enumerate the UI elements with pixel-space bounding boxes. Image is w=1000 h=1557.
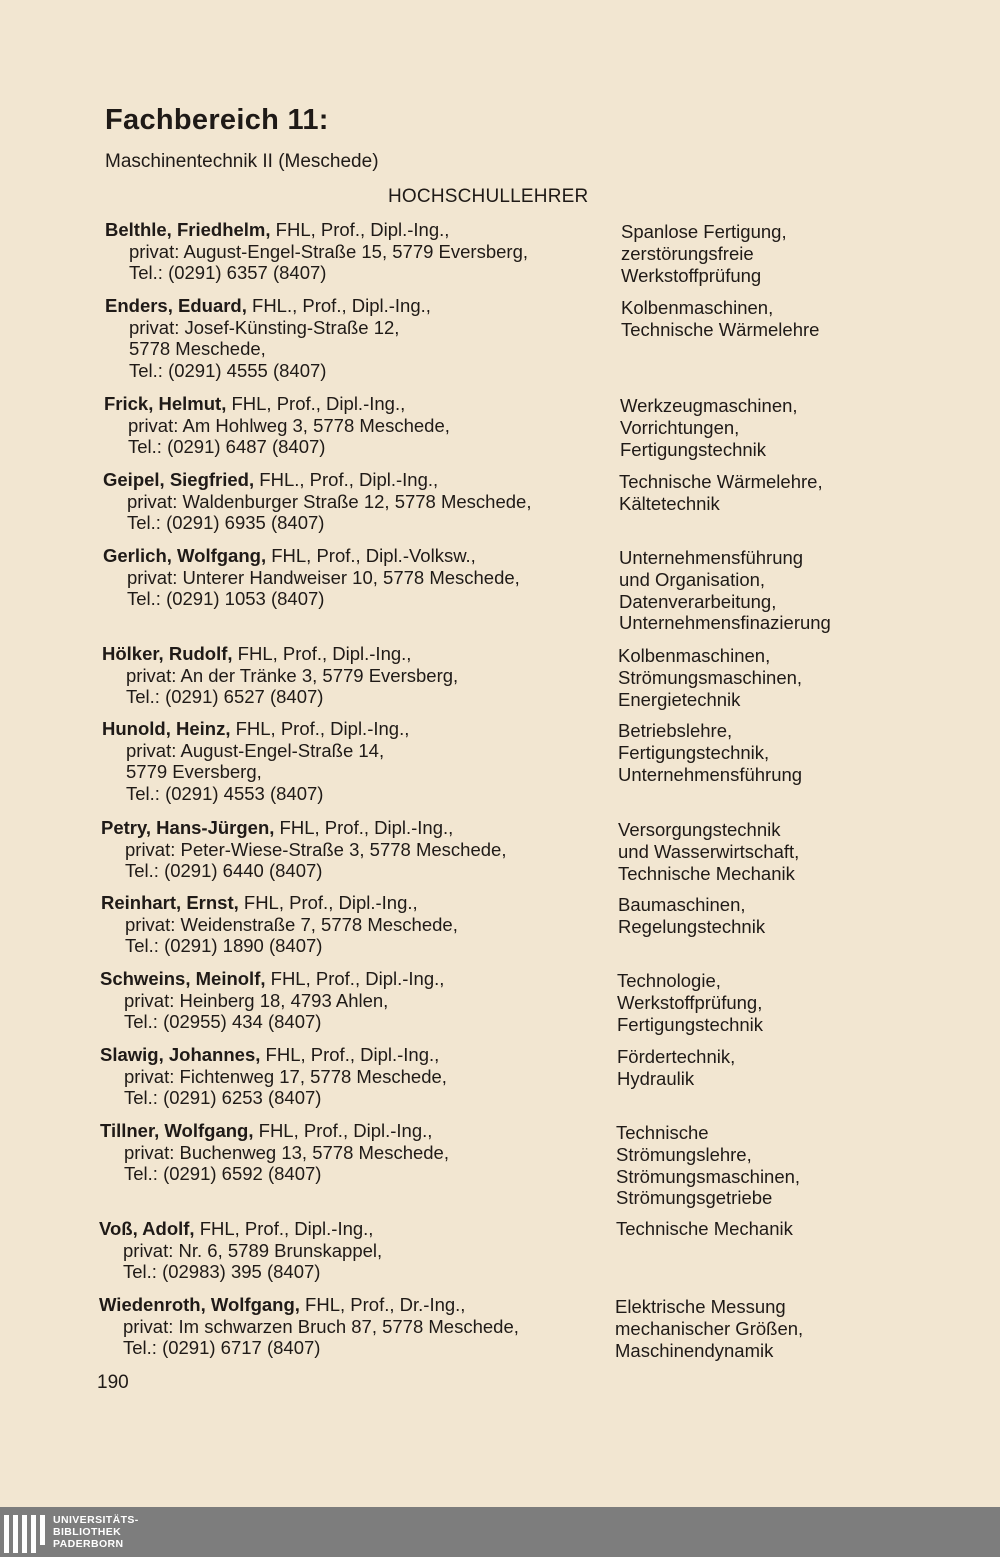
faculty-address-line: privat: Fichtenweg 17, 5778 Meschede, (124, 1065, 447, 1087)
faculty-name: Gerlich, Wolfgang, (103, 545, 267, 566)
subject-line: Betriebslehre, (618, 720, 733, 741)
faculty-address-line: privat: Im schwarzen Bruch 87, 5778 Meschede, (123, 1315, 519, 1337)
subject-line: Spanlose Fertigung, (621, 221, 787, 242)
page-heading: Fachbereich 11: (105, 104, 329, 136)
faculty-title: FHL, Prof., Dipl.-Ing., (260, 1044, 440, 1065)
faculty-address-line: privat: Weidenstraße 7, 5778 Meschede, (125, 913, 458, 935)
faculty-subjects (619, 471, 823, 515)
subject-line: Energietechnik (618, 688, 741, 710)
subject-line: Technische Wärmelehre (621, 318, 820, 340)
faculty-subjects (618, 645, 802, 710)
faculty-subjects (616, 1122, 800, 1209)
subject-line: Werkstoffprüfung (621, 264, 762, 286)
subject-line: Strömungsmaschinen, (616, 1165, 801, 1187)
faculty-subjects (621, 221, 787, 286)
subject-line: Datenverarbeitung, (619, 590, 777, 612)
faculty-name: Reinhart, Ernst, (101, 892, 239, 913)
faculty-title: FHL, Prof., Dipl.-Ing., (226, 393, 406, 414)
faculty-name-line (105, 295, 431, 317)
section-label: HOCHSCHULLEHRER (388, 186, 589, 207)
faculty-address-line: privat: August-Engel-Straße 15, 5779 Eversberg, (129, 240, 528, 262)
faculty-title: FHL, Prof., Dipl.-Ing., (194, 1218, 374, 1239)
faculty-title: FHL, Prof., Dipl.-Ing., (230, 718, 410, 739)
faculty-phone: Tel.: (0291) 6717 (8407) (123, 1337, 321, 1358)
faculty-phone: Tel.: (0291) 4553 (8407) (126, 782, 324, 804)
faculty-address-line: privat: Am Hohlweg 3, 5778 Meschede, (128, 414, 450, 436)
faculty-address-line: privat: Josef-Künsting-Straße 12, (129, 316, 400, 338)
faculty-contact (102, 718, 409, 804)
faculty-name-line (100, 1120, 449, 1142)
faculty-title: FHL., Prof., Dipl.-Ing., (246, 295, 431, 316)
faculty-address-line: privat: Buchenweg 13, 5778 Meschede, (124, 1141, 449, 1163)
faculty-phone: Tel.: (0291) 1890 (8407) (125, 935, 323, 956)
faculty-contact (100, 1120, 449, 1185)
faculty-name: Schweins, Meinolf, (100, 968, 266, 989)
faculty-name: Tillner, Wolfgang, (100, 1120, 254, 1141)
subject-line: Technische Mechanik (618, 862, 795, 884)
faculty-phone: Tel.: (0291) 6440 (8407) (125, 860, 323, 881)
subject-line: Technische Wärmelehre, (619, 471, 823, 492)
faculty-contact (100, 1044, 447, 1109)
faculty-name: Hunold, Heinz, (102, 718, 231, 739)
faculty-address-line: 5778 Meschede, (129, 338, 266, 359)
faculty-name-line (100, 1044, 447, 1066)
library-footer-bar (0, 1507, 1000, 1557)
faculty-phone: Tel.: (0291) 6253 (8407) (124, 1087, 322, 1108)
faculty-name-line (103, 545, 520, 567)
faculty-title: FHL, Prof., Dr.-Ing., (299, 1294, 466, 1315)
subject-line: Unternehmensfinazierung (619, 612, 831, 634)
faculty-name-line (104, 393, 450, 415)
page-number: 190 (97, 1372, 129, 1393)
faculty-name: Hölker, Rudolf, (102, 643, 233, 664)
faculty-contact (99, 1294, 519, 1359)
subject-line: Kolbenmaschinen, (621, 297, 774, 318)
faculty-subjects (619, 547, 831, 634)
subject-line: Technische (616, 1122, 709, 1143)
faculty-title: FHL, Prof., Dipl.-Ing., (232, 643, 412, 664)
faculty-address-line: privat: Nr. 6, 5789 Brunskappel, (123, 1239, 383, 1261)
faculty-name-line (102, 643, 458, 665)
faculty-title: FHL, Prof., Dipl.-Ing., (274, 817, 454, 838)
faculty-contact (102, 643, 458, 708)
faculty-address-line: privat: Waldenburger Straße 12, 5778 Meschede, (127, 490, 532, 512)
subject-line: Hydraulik (617, 1067, 695, 1089)
faculty-name-line (102, 718, 409, 740)
faculty-subjects (618, 894, 765, 938)
faculty-address-line: privat: Heinberg 18, 4793 Ahlen, (124, 989, 389, 1011)
faculty-title: FHL, Prof., Dipl.-Ing., (270, 219, 450, 240)
faculty-name-line (101, 817, 506, 839)
subject-line: Unternehmensführung (619, 547, 804, 568)
library-name-line: UNIVERSITÄTS- (53, 1514, 139, 1526)
faculty-name: Enders, Eduard, (105, 295, 247, 316)
faculty-subjects (617, 970, 763, 1035)
subject-line: Baumaschinen, (618, 894, 746, 915)
faculty-subjects (617, 1046, 735, 1090)
faculty-contact (103, 545, 520, 610)
faculty-contact (104, 393, 450, 458)
library-name-line: PADERBORN (53, 1538, 124, 1550)
faculty-name: Wiedenroth, Wolfgang, (99, 1294, 300, 1315)
subject-line: mechanischer Größen, (615, 1317, 804, 1339)
faculty-address-line: privat: August-Engel-Straße 14, (126, 739, 385, 761)
faculty-phone: Tel.: (0291) 6487 (8407) (128, 436, 326, 457)
faculty-subjects (621, 297, 819, 341)
faculty-subjects (618, 819, 799, 884)
faculty-name-line (100, 968, 444, 990)
subject-line: Maschinendynamik (615, 1339, 774, 1361)
faculty-name: Frick, Helmut, (104, 393, 227, 414)
faculty-phone: Tel.: (02983) 395 (8407) (123, 1261, 321, 1282)
faculty-address-line: privat: An der Tränke 3, 5779 Eversberg, (126, 664, 459, 686)
faculty-phone: Tel.: (0291) 4555 (8407) (129, 359, 327, 381)
faculty-phone: Tel.: (0291) 6592 (8407) (124, 1163, 322, 1184)
faculty-contact (105, 295, 431, 381)
faculty-address-line: privat: Unterer Handweiser 10, 5778 Meschede, (127, 566, 520, 588)
faculty-subjects (616, 1218, 793, 1240)
faculty-phone: Tel.: (0291) 6357 (8407) (129, 262, 327, 283)
faculty-address-line: 5779 Eversberg, (126, 761, 262, 782)
faculty-name-line (103, 469, 531, 491)
subject-line: und Wasserwirtschaft, (618, 840, 800, 862)
subject-line: Technologie, (617, 970, 721, 991)
faculty-phone: Tel.: (0291) 1053 (8407) (127, 588, 325, 609)
faculty-name: Petry, Hans-Jürgen, (101, 817, 275, 838)
library-name-line: BIBLIOTHEK (53, 1526, 122, 1538)
subject-line: Fördertechnik, (617, 1046, 736, 1067)
subject-line: Strömungslehre, (616, 1143, 752, 1165)
faculty-contact (103, 469, 531, 534)
faculty-name-line (99, 1218, 382, 1240)
faculty-contact (99, 1218, 382, 1283)
subject-line: Vorrichtungen, (620, 416, 740, 438)
subject-line: und Organisation, (619, 568, 766, 590)
subject-line: Unternehmensführung (618, 763, 803, 785)
faculty-title: FHL, Prof., Dipl.-Ing., (253, 1120, 433, 1141)
subject-line: Fertigungstechnik, (618, 741, 770, 763)
subject-line: Versorgungstechnik (618, 819, 781, 840)
faculty-contact (101, 817, 506, 882)
faculty-name-line (99, 1294, 519, 1316)
faculty-title: FHL., Prof., Dipl.-Ing., (254, 469, 439, 490)
library-logo-icon (4, 1515, 46, 1553)
faculty-title: FHL, Prof., Dipl.-Volksw., (266, 545, 476, 566)
subject-line: zerstörungsfreie (621, 242, 754, 264)
faculty-name: Voß, Adolf, (99, 1218, 195, 1239)
library-name (53, 1514, 139, 1550)
subject-line: Kolbenmaschinen, (618, 645, 771, 666)
faculty-title: FHL, Prof., Dipl.-Ing., (238, 892, 418, 913)
faculty-title: FHL, Prof., Dipl.-Ing., (265, 968, 445, 989)
faculty-phone: Tel.: (02955) 434 (8407) (124, 1011, 322, 1032)
subject-line: Fertigungstechnik (617, 1013, 764, 1035)
faculty-name-line (105, 219, 528, 241)
subject-line: Werkstoffprüfung, (617, 991, 763, 1013)
faculty-phone: Tel.: (0291) 6935 (8407) (127, 512, 325, 533)
faculty-name-line (101, 892, 458, 914)
faculty-subjects (618, 720, 802, 785)
page-subheading: Maschinentechnik II (Meschede) (105, 151, 379, 172)
subject-line: Fertigungstechnik (620, 438, 767, 460)
faculty-contact (105, 219, 528, 284)
subject-line: Regelungstechnik (618, 915, 766, 937)
subject-line: Kältetechnik (619, 492, 720, 514)
subject-line: Elektrische Messung (615, 1296, 786, 1317)
faculty-subjects (615, 1296, 803, 1361)
faculty-contact (100, 968, 444, 1033)
subject-line: Technische Mechanik (616, 1218, 793, 1239)
faculty-address-line: privat: Peter-Wiese-Straße 3, 5778 Meschede, (125, 838, 507, 860)
subject-line: Strömungsgetriebe (616, 1187, 773, 1209)
faculty-name: Slawig, Johannes, (100, 1044, 261, 1065)
subject-line: Strömungsmaschinen, (618, 666, 803, 688)
faculty-subjects (620, 395, 798, 460)
faculty-name: Belthle, Friedhelm, (105, 219, 271, 240)
faculty-name: Geipel, Siegfried, (103, 469, 255, 490)
faculty-contact (101, 892, 458, 957)
faculty-phone: Tel.: (0291) 6527 (8407) (126, 686, 324, 707)
subject-line: Werkzeugmaschinen, (620, 395, 798, 416)
